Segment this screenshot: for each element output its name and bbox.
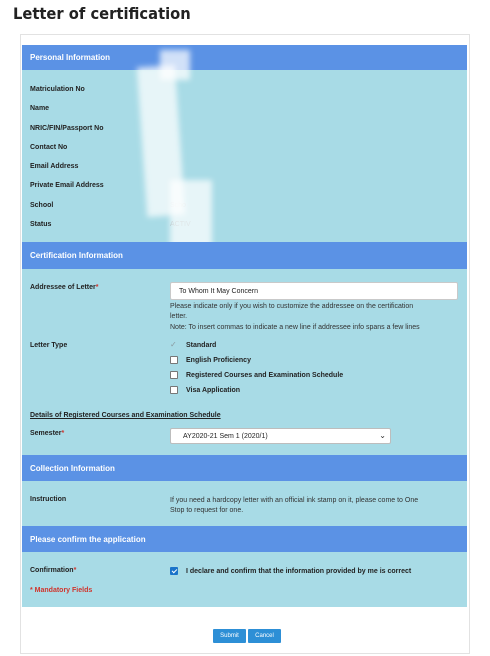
semester-select[interactable] (170, 428, 391, 444)
chevron-down-icon: ⌄ (379, 431, 386, 440)
mandatory-fields-note: * Mandatory Fields (30, 587, 93, 594)
required-marker: * (61, 430, 65, 437)
collection-info-header: Collection Information (22, 455, 467, 481)
status-label: Status (30, 221, 52, 228)
school-label: School (30, 202, 54, 209)
addressee-help-text: Please indicate only if you wish to customize the addressee on the certification (170, 303, 414, 310)
course-details-heading: Details of Registered Courses and Examination Schedule (30, 412, 221, 419)
nric-label: NRIC/FIN/Passport No (30, 125, 104, 132)
required-marker: * (73, 567, 77, 574)
visa-application-checkbox[interactable] (170, 386, 178, 394)
name-label: Name (30, 105, 50, 112)
certification-info-header: Certification Information (22, 242, 467, 269)
english-proficiency-checkbox[interactable] (170, 356, 178, 364)
personal-info-section (22, 70, 467, 242)
personal-info-header: Personal Information (22, 45, 467, 70)
email-label: Email Address (30, 163, 79, 170)
redaction-mark (160, 50, 190, 80)
page-title: Letter of certification (13, 4, 191, 23)
confirmation-checkbox[interactable] (170, 567, 178, 575)
required-marker: * (95, 284, 99, 291)
cancel-button[interactable]: Cancel (248, 629, 281, 643)
standard-option-label: Standard (186, 342, 217, 349)
instruction-text: If you need a hardcopy letter with an official ink stamp on it, please come to One (170, 497, 419, 504)
letter-type-label: Letter Type (30, 342, 68, 349)
addressee-input[interactable]: To Whom It May Concern (170, 282, 458, 300)
english-proficiency-label: English Proficiency (186, 357, 251, 364)
registered-courses-label: Registered Courses and Examination Schedule (186, 372, 344, 379)
matric-no-label: Matriculation No (30, 86, 85, 93)
private-email-label: Private Email Address (30, 182, 104, 189)
semester-label: Semester* (30, 430, 65, 437)
registered-courses-checkbox[interactable] (170, 371, 178, 379)
standard-checkbox: ✓ (170, 340, 177, 349)
confirm-section (22, 552, 467, 607)
instruction-label: Instruction (30, 496, 67, 503)
addressee-note-text: Note: To insert commas to indicate a new line if addressee info spans a few lines (170, 324, 420, 331)
instruction-text: Stop to request for one. (170, 507, 244, 514)
confirm-header: Please confirm the application (22, 526, 467, 552)
contact-no-label: Contact No (30, 144, 68, 151)
addressee-help-text: letter. (170, 313, 188, 320)
confirmation-label: Confirmation* (30, 567, 77, 574)
redaction-mark (170, 180, 212, 250)
declaration-label: I declare and confirm that the information provided by me is correct (186, 568, 412, 575)
visa-application-label: Visa Application (186, 387, 241, 394)
semester-selected-value: AY2020-21 Sem 1 (2020/1) (183, 432, 268, 440)
addressee-label: Addressee of Letter* (30, 284, 99, 291)
submit-button[interactable]: Submit (213, 629, 246, 643)
